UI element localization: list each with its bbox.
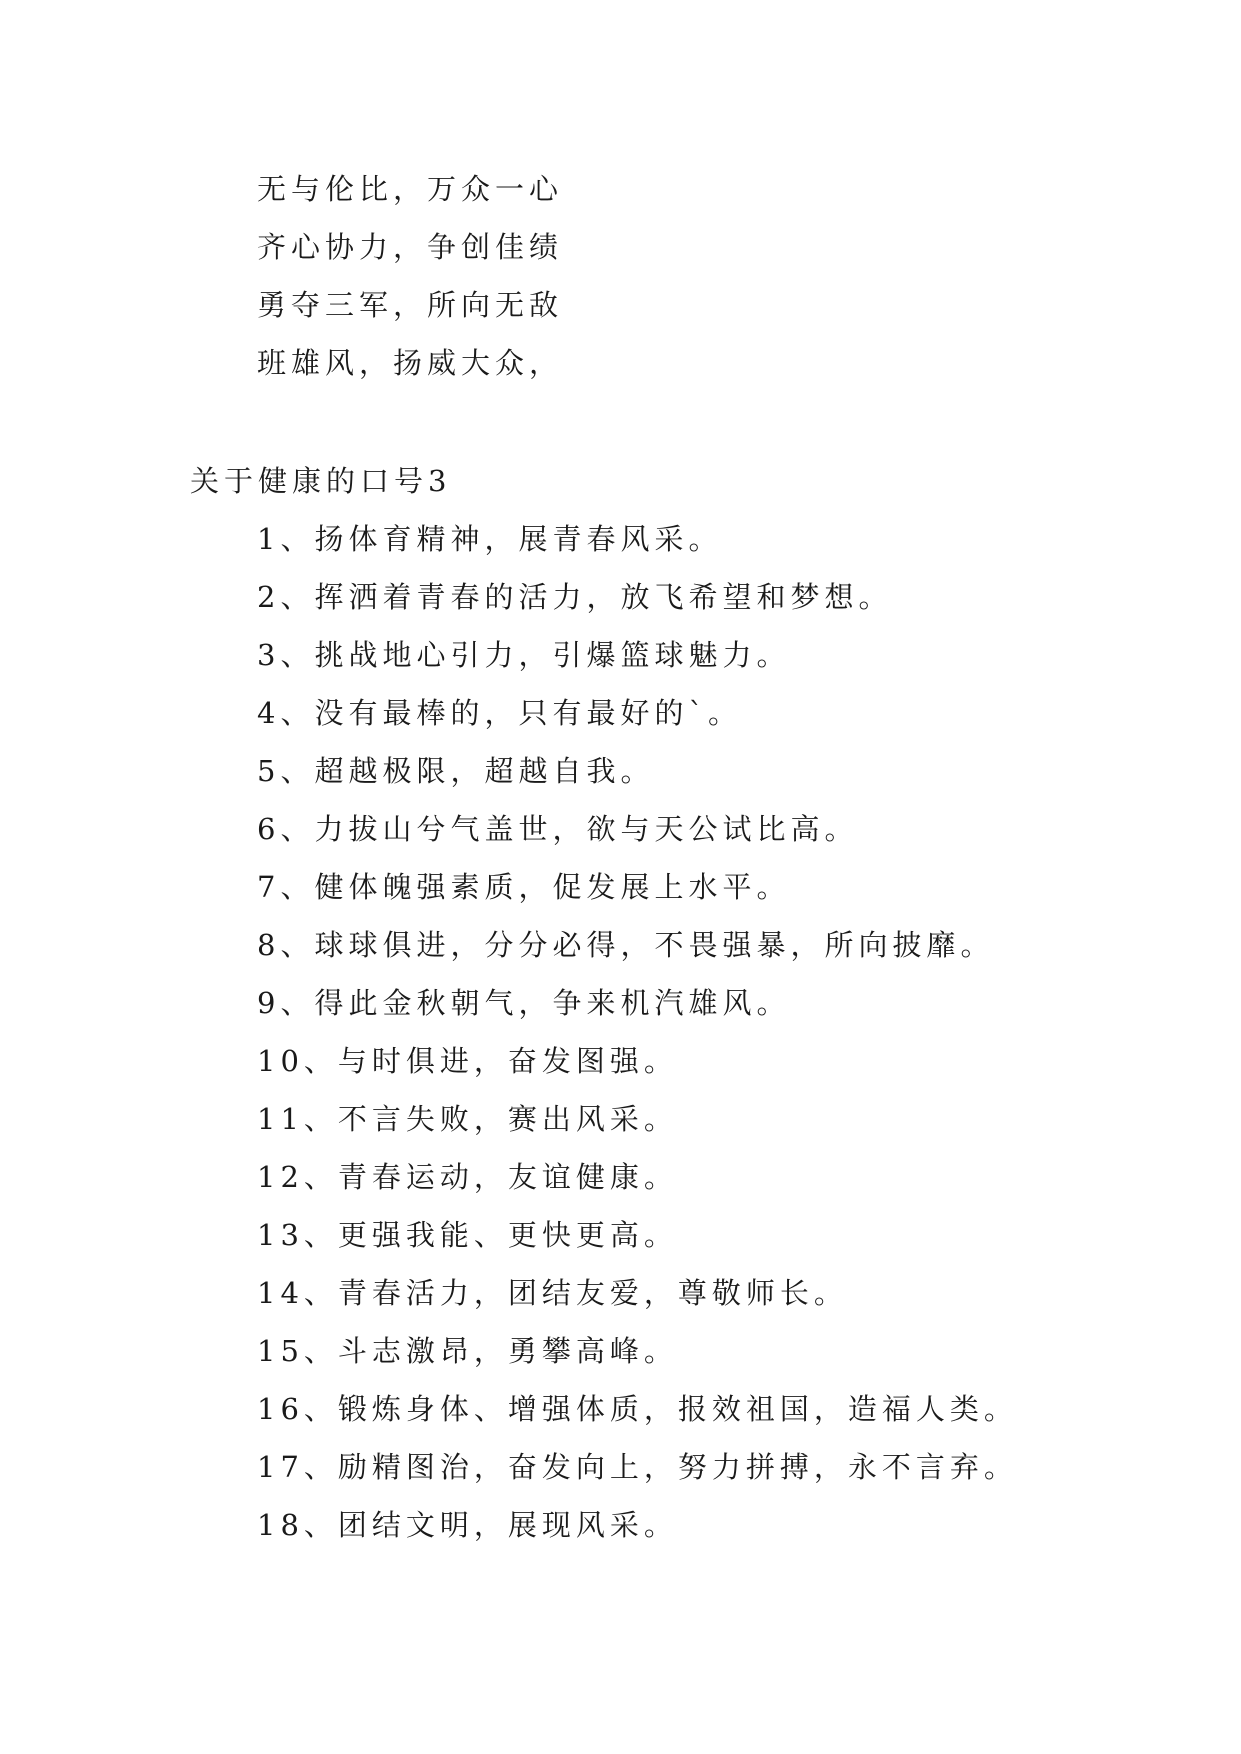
- slogan-item: 9、得此金秋朝气，争来机汽雄风。: [257, 986, 791, 1020]
- slogan-list: [257, 510, 1018, 1554]
- slogan-item: 11、不言失败，赛出风采。: [257, 1102, 678, 1136]
- verse-block: [257, 160, 563, 392]
- slogan-item: 18、团结文明，展现风采。: [257, 1508, 678, 1542]
- slogan-item: 5、超越极限，超越自我。: [257, 754, 655, 788]
- slogan-item: 17、励精图治，奋发向上，努力拼搏，永不言弃。: [257, 1450, 1018, 1484]
- slogan-item: 8、球球俱进，分分必得，不畏强暴，所向披靡。: [257, 928, 995, 962]
- verse-line: 班雄风，扬威大众，: [257, 346, 564, 380]
- slogan-item: 2、挥洒着青春的活力，放飞希望和梦想。: [257, 580, 893, 614]
- verse-line: 齐心协力，争创佳绩: [257, 230, 564, 264]
- slogan-item: 16、锻炼身体、增强体质，报效祖国，造福人类。: [257, 1392, 1018, 1426]
- slogan-item: 1、扬体育精神，展青春风采。: [257, 522, 723, 556]
- slogan-item: 14、青春活力，团结友爱，尊敬师长。: [257, 1276, 848, 1310]
- verse-line: 无与伦比，万众一心: [257, 172, 564, 206]
- slogan-item: 10、与时俱进，奋发图强。: [257, 1044, 678, 1078]
- slogan-item: 3、挑战地心引力，引爆篮球魅力。: [257, 638, 791, 672]
- slogan-item: 4、没有最棒的，只有最好的`。: [257, 696, 742, 730]
- slogan-item: 13、更强我能、更快更高。: [257, 1218, 678, 1252]
- slogan-item: 12、青春运动，友谊健康。: [257, 1160, 678, 1194]
- verse-line: 勇夺三军，所向无敌: [257, 288, 564, 322]
- slogan-item: 6、力拔山兮气盖世，欲与天公试比高。: [257, 812, 859, 846]
- section-title: 关于健康的口号3: [190, 464, 452, 498]
- slogan-item: 15、斗志激昂，勇攀高峰。: [257, 1334, 678, 1368]
- slogan-item: 7、健体魄强素质，促发展上水平。: [257, 870, 791, 904]
